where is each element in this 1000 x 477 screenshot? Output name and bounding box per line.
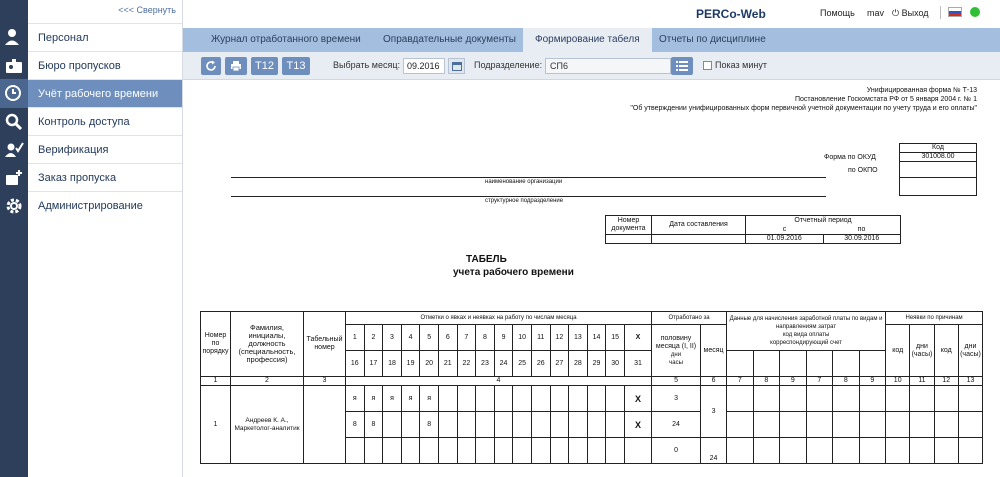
pay-cell xyxy=(859,412,886,438)
col-paycode-label: код вида оплаты xyxy=(782,332,830,338)
day-cell: 30 xyxy=(606,351,625,377)
mark-cell xyxy=(569,386,588,412)
mark-cell xyxy=(550,438,569,464)
half-days-1: 3 xyxy=(652,386,701,412)
half-hours-1: 24 xyxy=(652,412,701,438)
language-flag-icon[interactable] xyxy=(948,7,962,17)
col-code-header-2: код xyxy=(934,325,958,377)
logout-link[interactable]: ⏻ Выход xyxy=(892,8,929,18)
day-cell: 5 xyxy=(420,325,439,351)
day-cell: 29 xyxy=(587,351,606,377)
department-label: Подразделение: xyxy=(474,60,543,70)
colnum-cell: 6 xyxy=(701,377,727,386)
top-header xyxy=(183,0,1000,28)
day-cell: 4 xyxy=(401,325,420,351)
mark-cell xyxy=(457,438,476,464)
day-cell: 7 xyxy=(457,325,476,351)
day-cell: 15 xyxy=(606,325,625,351)
mark-cell xyxy=(401,412,420,438)
clock-person-icon[interactable] xyxy=(4,84,24,104)
timesheet-subtitle: учета рабочего времени xyxy=(453,267,574,278)
colnum-cell: 8 xyxy=(753,377,780,386)
mark-cell: 8 xyxy=(364,412,383,438)
show-minutes-checkbox[interactable] xyxy=(703,61,712,70)
t12-button[interactable]: T12 xyxy=(251,57,278,75)
day-cell: 24 xyxy=(494,351,513,377)
pay-cell xyxy=(727,438,754,464)
day-cell: 27 xyxy=(550,351,569,377)
search-icon[interactable] xyxy=(4,112,24,132)
col-marks-header: Отметки о явках и неявках на работу по числам месяца xyxy=(346,312,652,325)
pay-cell xyxy=(753,438,780,464)
absence-cell xyxy=(886,386,910,412)
row-tab-number xyxy=(304,386,346,464)
absence-cell xyxy=(886,412,910,438)
tab-time-journal[interactable]: Журнал отработанного времени xyxy=(211,34,361,45)
department-list-button[interactable] xyxy=(671,57,693,75)
colnum-cell: 7 xyxy=(806,377,833,386)
mark-cell xyxy=(476,412,495,438)
mark-cell xyxy=(494,438,513,464)
colnum-cell: 8 xyxy=(833,377,860,386)
pay-cell xyxy=(833,412,860,438)
col-account-label: корреспондирующий счет xyxy=(770,340,842,346)
mark-cell: 8 xyxy=(420,412,439,438)
mark-cell xyxy=(587,412,606,438)
colnum-cell: 10 xyxy=(886,377,910,386)
day-cell: 3 xyxy=(383,325,402,351)
code-header: Код xyxy=(900,144,977,153)
mark-cell xyxy=(383,438,402,464)
mark-cell xyxy=(401,438,420,464)
code-empty xyxy=(900,178,977,196)
icon-rail xyxy=(0,0,28,477)
absence-cell xyxy=(958,412,982,438)
pay-cell xyxy=(859,438,886,464)
mark-cell-x: X xyxy=(624,386,651,412)
day-cell: 2 xyxy=(364,325,383,351)
day-cell: 17 xyxy=(364,351,383,377)
mark-cell xyxy=(531,412,550,438)
org-line xyxy=(231,177,826,178)
row-number: 1 xyxy=(201,386,231,464)
day-cell: 12 xyxy=(550,325,569,351)
refresh-icon xyxy=(205,60,217,72)
refresh-button[interactable] xyxy=(201,57,221,75)
mark-cell: я xyxy=(383,386,402,412)
day-cell: 11 xyxy=(531,325,550,351)
sidebar-item-pass-office[interactable]: Бюро пропусков xyxy=(28,51,182,79)
col-code-header: код xyxy=(886,325,910,377)
dept-line xyxy=(231,196,826,197)
pay-cell xyxy=(859,386,886,412)
collapse-sidebar-link[interactable]: <<< Свернуть xyxy=(118,5,176,15)
mark-cell: я xyxy=(420,386,439,412)
verify-icon[interactable] xyxy=(4,140,24,160)
sidebar-item-access-control[interactable]: Контроль доступа xyxy=(28,107,182,135)
mark-cell xyxy=(569,438,588,464)
mark-cell xyxy=(624,438,651,464)
column-numbers-row xyxy=(201,377,983,386)
mark-cell xyxy=(513,412,532,438)
mark-cell xyxy=(513,438,532,464)
mark-cell xyxy=(420,438,439,464)
pay-cell xyxy=(727,386,754,412)
mark-cell: я xyxy=(401,386,420,412)
header-divider xyxy=(940,6,941,19)
day-cell: 1 xyxy=(346,325,365,351)
row-employee-name: Андреев К. А., Маркетолог-аналитик xyxy=(231,386,304,464)
pay-cell xyxy=(753,386,780,412)
mark-cell xyxy=(513,386,532,412)
colnum-cell: 13 xyxy=(958,377,982,386)
badge-icon[interactable] xyxy=(4,56,24,76)
sidebar-item-verification[interactable]: Верификация xyxy=(28,135,182,163)
month-label: Выбрать месяц: xyxy=(333,60,400,70)
print-icon xyxy=(230,60,242,72)
mark-cell: 8 xyxy=(346,412,365,438)
mark-cell xyxy=(550,386,569,412)
period-to-value: 30.09.2016 xyxy=(823,234,901,243)
absence-cell xyxy=(886,438,910,464)
pay-cell xyxy=(780,351,807,377)
absence-cell xyxy=(958,386,982,412)
mark-cell xyxy=(438,438,457,464)
absence-cell xyxy=(934,438,958,464)
absence-cell xyxy=(910,412,934,438)
mark-cell xyxy=(476,438,495,464)
day-cell: 18 xyxy=(383,351,402,377)
col-days-label: дни xyxy=(670,351,682,358)
mark-cell xyxy=(346,438,365,464)
col-worked-header: Отработано за xyxy=(652,312,727,325)
sidebar-item-administration[interactable]: Администрирование xyxy=(28,191,182,219)
calendar-icon xyxy=(452,61,462,71)
absence-cell xyxy=(910,438,934,464)
col-number-header: Номер по порядку xyxy=(201,312,231,377)
doc-date-value xyxy=(652,234,746,243)
mark-cell xyxy=(587,386,606,412)
timesheet-document xyxy=(183,81,1000,477)
colnum-cell: 11 xyxy=(910,377,934,386)
absence-cell xyxy=(934,412,958,438)
okud-value: 301008.00 xyxy=(900,153,977,162)
colnum-cell: 12 xyxy=(934,377,958,386)
pay-cell xyxy=(753,412,780,438)
pay-cell xyxy=(806,351,833,377)
tab-discipline-reports[interactable]: Отчеты по дисциплине xyxy=(659,34,766,45)
period-from-label: с xyxy=(746,226,824,235)
pay-cell xyxy=(859,351,886,377)
day-cell: 14 xyxy=(587,325,606,351)
day-cell: 22 xyxy=(457,351,476,377)
mark-cell xyxy=(457,412,476,438)
pay-cell xyxy=(753,351,780,377)
col-absence-header: Неявки по причинам xyxy=(886,312,983,325)
show-minutes-label: Показ минут xyxy=(715,60,767,70)
org-caption: наименование организации xyxy=(485,179,563,185)
okpo-value xyxy=(900,162,977,178)
doc-date-header: Дата составления xyxy=(652,216,746,235)
pay-cell xyxy=(833,386,860,412)
day-cell: 23 xyxy=(476,351,495,377)
form-header-line3: "Об утверждении унифицированных форм первичной учетной документации по учету труда и его оплаты" xyxy=(630,105,977,112)
user-name[interactable]: mav xyxy=(867,8,885,18)
day-cell: 20 xyxy=(420,351,439,377)
half-days-2: 0 xyxy=(652,438,701,464)
day-cell: 9 xyxy=(494,325,513,351)
mark-cell xyxy=(531,386,550,412)
col-pay-title: Данные для начисления заработной платы по видам и направлениям затрат xyxy=(729,316,883,330)
col-pay-header xyxy=(727,312,886,351)
colnum-cell: 9 xyxy=(859,377,886,386)
absence-cell xyxy=(910,386,934,412)
sidebar xyxy=(28,0,183,477)
col-half-label: половину месяца (I, II) xyxy=(655,334,697,350)
mark-cell: я xyxy=(346,386,365,412)
period-header: Отчетный период xyxy=(746,216,901,226)
colnum-cell: 5 xyxy=(652,377,701,386)
mark-cell xyxy=(606,438,625,464)
colnum-cell: 1 xyxy=(201,377,231,386)
pay-cell xyxy=(833,438,860,464)
okud-label: Форма по ОКУД xyxy=(824,154,876,161)
mark-cell xyxy=(383,412,402,438)
mark-cell xyxy=(438,412,457,438)
order-pass-icon[interactable] xyxy=(4,168,24,188)
mark-cell-x: X xyxy=(624,412,651,438)
day-cell: 6 xyxy=(438,325,457,351)
absence-cell xyxy=(958,438,982,464)
table-row xyxy=(201,386,983,412)
colnum-cell: 2 xyxy=(231,377,304,386)
col-name-header: Фамилия, инициалы, должность (специальность, профессия) xyxy=(231,312,304,377)
list-icon xyxy=(676,61,688,71)
doc-number-header: Номер документа xyxy=(606,216,652,235)
print-button[interactable] xyxy=(225,57,247,75)
month-hours: 24 xyxy=(701,438,727,464)
day-cell: 16 xyxy=(346,351,365,377)
month-input[interactable]: 09.2016 xyxy=(403,58,445,74)
day-cell: 28 xyxy=(569,351,588,377)
month-days: 3 xyxy=(701,386,727,438)
calendar-button[interactable] xyxy=(448,58,465,74)
mark-cell xyxy=(550,412,569,438)
pay-cell xyxy=(833,351,860,377)
period-from-value: 01.09.2016 xyxy=(746,234,824,243)
tab-bar xyxy=(183,28,1000,52)
mark-cell xyxy=(438,386,457,412)
day-cell: 10 xyxy=(513,325,532,351)
doc-number-value xyxy=(606,234,652,243)
sidebar-item-personnel[interactable]: Персонал xyxy=(28,23,182,51)
day-cell: 31 xyxy=(624,351,651,377)
pay-cell xyxy=(780,438,807,464)
gear-icon[interactable] xyxy=(4,196,24,216)
mark-cell xyxy=(531,438,550,464)
day-cell: 19 xyxy=(401,351,420,377)
department-input[interactable]: СП6 xyxy=(545,58,671,74)
brand-title: PERCo-Web xyxy=(696,7,766,21)
day-cell: 25 xyxy=(513,351,532,377)
mark-cell xyxy=(476,386,495,412)
col-month-header: месяц xyxy=(701,325,727,377)
absence-cell xyxy=(934,386,958,412)
t13-button[interactable]: T13 xyxy=(282,57,310,75)
code-table xyxy=(899,143,977,196)
day-cell: 13 xyxy=(569,325,588,351)
pay-cell xyxy=(727,412,754,438)
day-cell: 21 xyxy=(438,351,457,377)
col-tabnum-header: Табельный номер xyxy=(304,312,346,377)
form-header-line2: Постановление Госкомстата РФ от 5 января 2004 г. № 1 xyxy=(794,96,977,103)
toolbar xyxy=(183,52,1000,80)
col-dayshours-header: дни (часы) xyxy=(910,325,934,377)
timesheet-table xyxy=(200,311,983,464)
connection-status-icon xyxy=(970,7,980,17)
person-icon[interactable] xyxy=(4,27,24,47)
timesheet-title: ТАБЕЛЬ xyxy=(466,254,507,265)
mark-cell xyxy=(606,386,625,412)
col-dayshours-header-2: дни (часы) xyxy=(958,325,982,377)
colnum-cell: 3 xyxy=(304,377,346,386)
mark-cell xyxy=(364,438,383,464)
dept-caption: структурное подразделение xyxy=(485,198,564,204)
form-header-line1: Унифицированная форма № Т-13 xyxy=(866,87,977,94)
colnum-cell: 9 xyxy=(780,377,807,386)
pay-cell xyxy=(806,412,833,438)
mark-cell xyxy=(457,386,476,412)
period-to-label: по xyxy=(823,226,901,235)
colnum-cell: 7 xyxy=(727,377,754,386)
pay-cell xyxy=(727,351,754,377)
pay-cell xyxy=(806,386,833,412)
pay-cell xyxy=(780,412,807,438)
col-hours-label: часы xyxy=(669,359,683,366)
mark-cell xyxy=(494,386,513,412)
mark-cell xyxy=(569,412,588,438)
okpo-label: по ОКПО xyxy=(848,167,878,174)
day-cell: 8 xyxy=(476,325,495,351)
col-half-header xyxy=(652,325,701,377)
pay-cell xyxy=(780,386,807,412)
sidebar-item-time-tracking[interactable]: Учёт рабочего времени xyxy=(28,79,182,107)
colnum-cell: 4 xyxy=(346,377,652,386)
mark-cell xyxy=(606,412,625,438)
mark-cell xyxy=(494,412,513,438)
mark-cell: я xyxy=(364,386,383,412)
mark-cell xyxy=(587,438,606,464)
pay-cell xyxy=(806,438,833,464)
tab-justification-docs[interactable]: Оправдательные документы xyxy=(383,34,516,45)
sidebar-item-pass-order[interactable]: Заказ пропуска xyxy=(28,163,182,191)
day-cell-x: X xyxy=(624,325,651,351)
help-link[interactable]: Помощь xyxy=(820,8,855,18)
tab-timesheet[interactable]: Формирование табеля xyxy=(523,28,652,52)
day-cell: 26 xyxy=(531,351,550,377)
doc-info-table xyxy=(605,215,901,244)
